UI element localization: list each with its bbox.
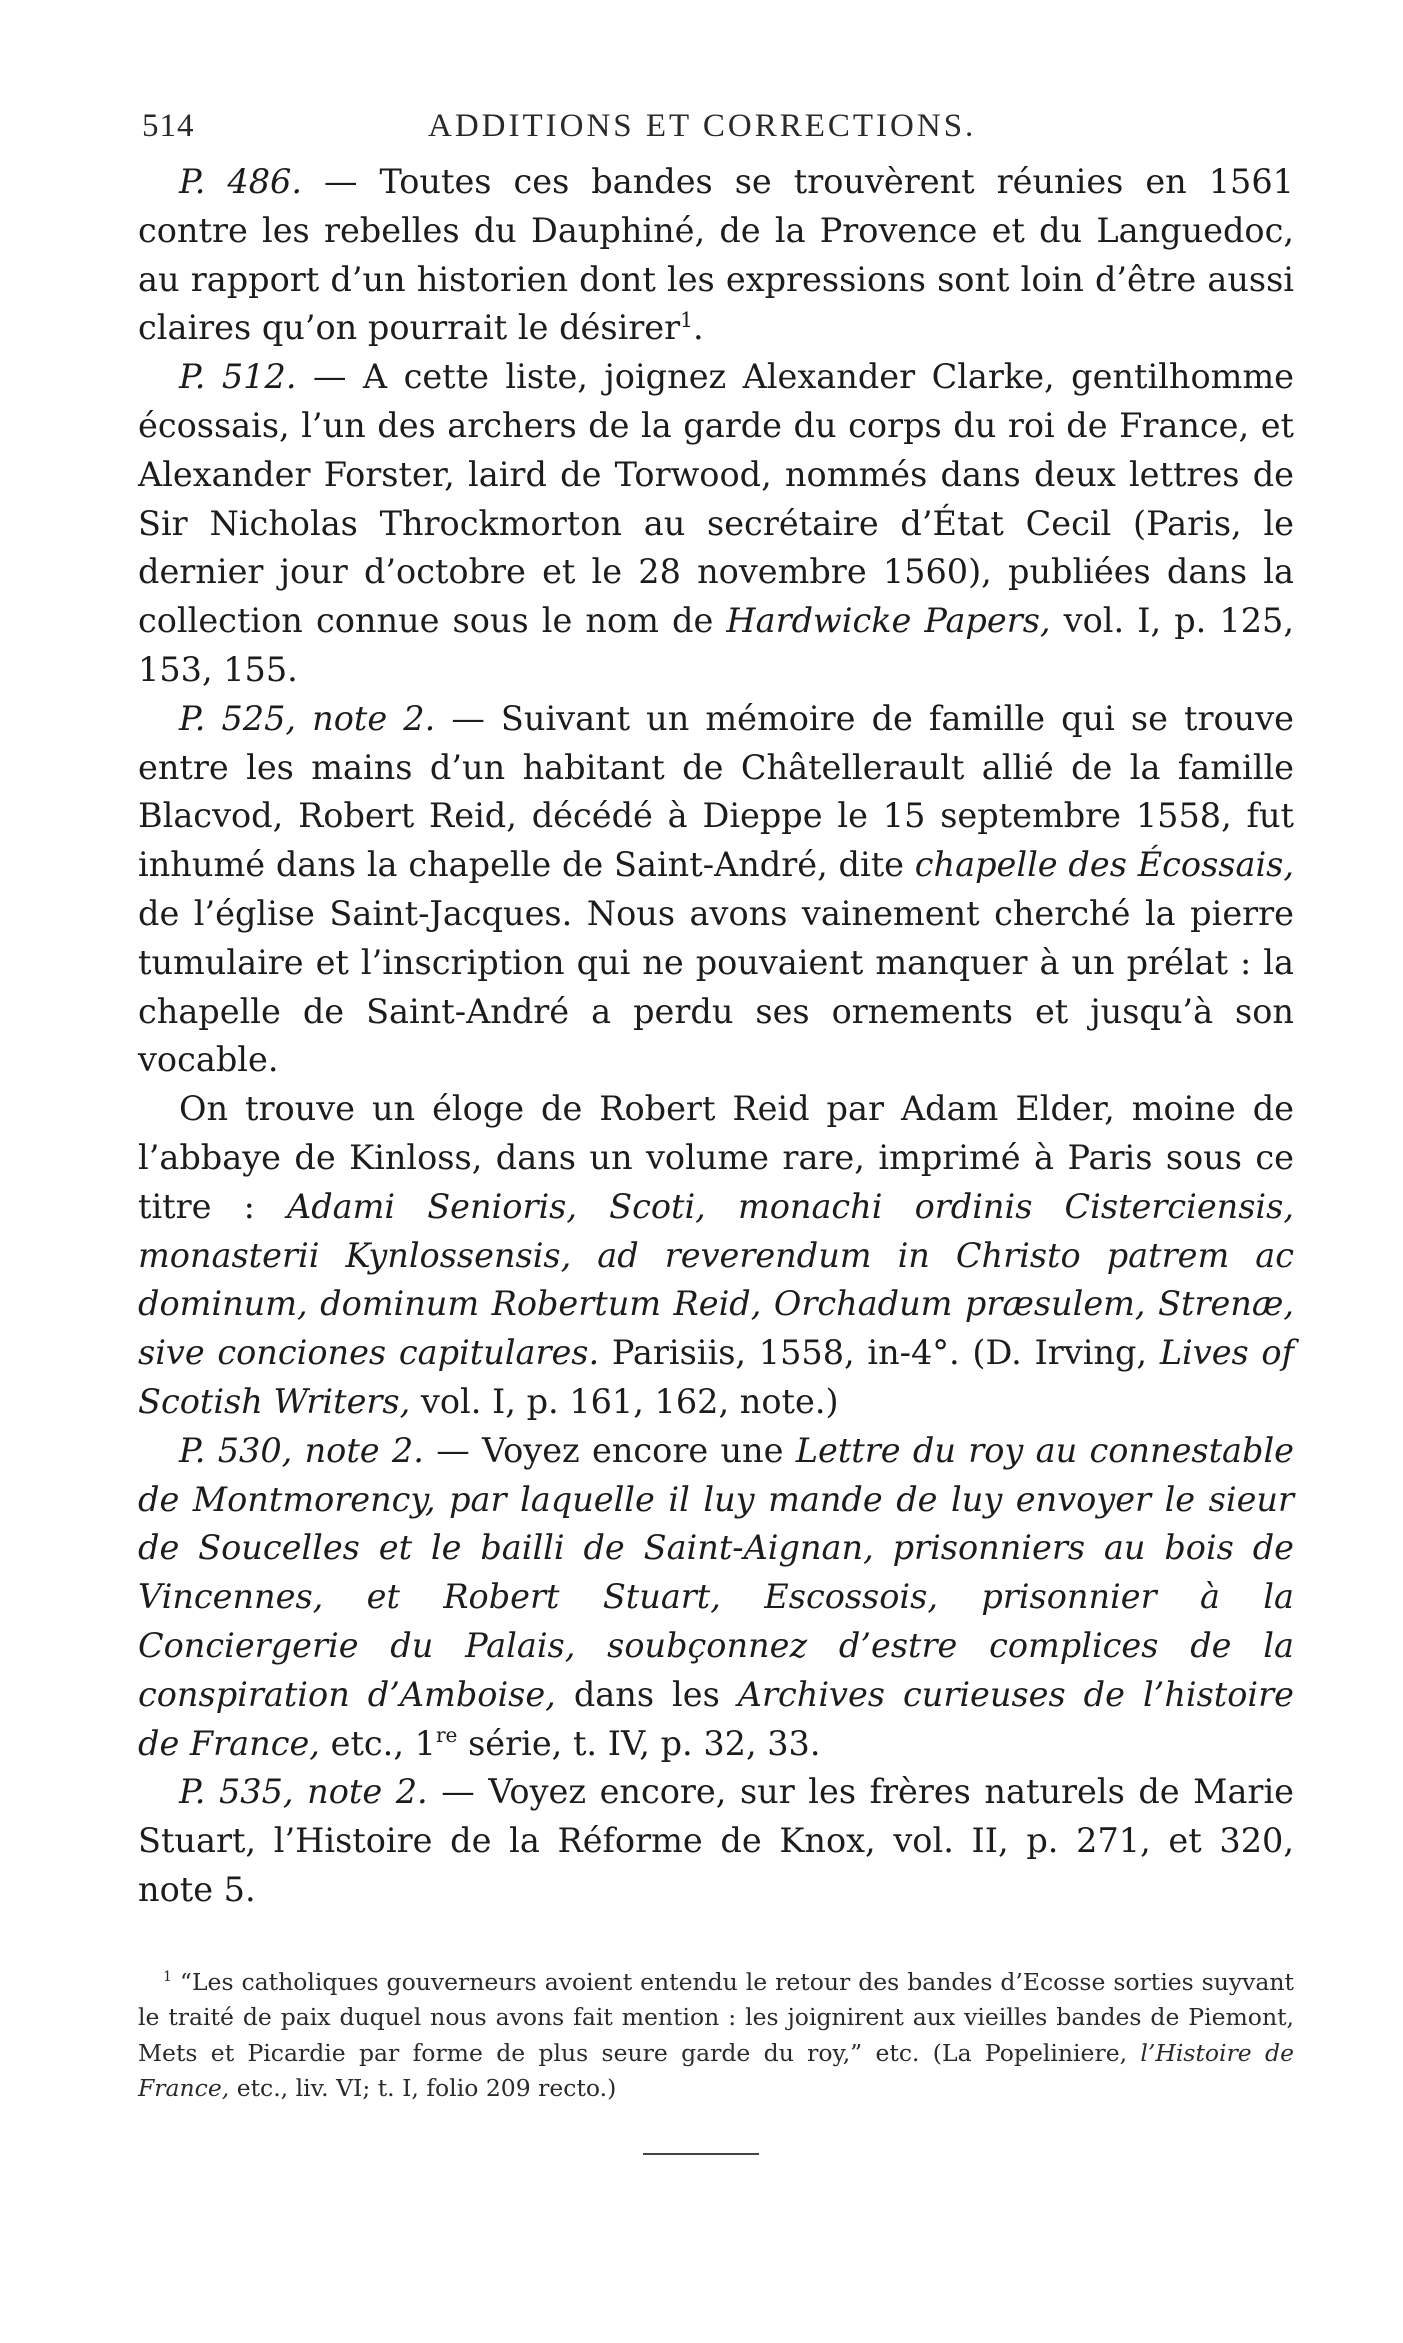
entry-text: — Voyez encore, sur les frères naturels de Marie Stuart, l’Histoire de la Réforme de Knox, vol. II, p. 271, et 320, note 5. [138, 1772, 1294, 1909]
footnotes [138, 1965, 1294, 2107]
cited-title: Lives of Scotish Writers, [138, 1333, 1294, 1421]
entry-text: Parisiis, 1558, in-4°. (D. Irving, [599, 1333, 1160, 1373]
cited-title: Adami Senioris, Scoti, monachi ordinis Cisterciensis, monasterii Kynlossensis, ad reverendum in Christo patrem ac dominum, dominum Robertum Reid, Orchadum præsulem, Strenæ, sive conciones capitulares. [138, 1186, 1294, 1373]
footnote-1 [138, 1965, 1294, 2107]
cited-title: l’Histoire de France, [138, 2038, 1294, 2103]
entry-text: — Toutes ces bandes se trouvèrent réunies en 1561 contre les rebelles du Dauphiné, de la Provence et du Languedoc, au rapport d’un historien dont les expressions sont loin d’être aussi claires qu’on pourrait le désirer [138, 162, 1294, 348]
footnote-mark: 1 [680, 308, 693, 333]
entry-reference: P. 525, note 2. [179, 698, 436, 738]
footnote-number: 1 [163, 1969, 172, 1986]
main-text [138, 158, 1294, 1915]
cited-title: Lettre du roy au connestable de Montmorency, par laquelle il luy mande de luy envoyer le sieur de Soucelles et le bailli de Saint-Aignan, prisonniers au bois de Vincennes, et Robert Stuart, Escossois, prisonnier à la Conciergerie du Palais, soubçonnez d’estre complices de la conspiration d’Amboise, [138, 1430, 1295, 1714]
entry-p486 [138, 158, 1294, 353]
entry-reference: P. 512. [179, 357, 297, 397]
entry-text: vol. I, p. 161, 162, note.) [410, 1381, 839, 1421]
entry-p535 [138, 1768, 1294, 1914]
entry-text: — A cette liste, joignez Alexander Clarke, gentilhomme écossais, l’un des archers de la garde du corps du roi de France, et Alexander Forster, laird de Torwood, nommés dans deux lettres de Sir Nicholas Throckmorton au secrétaire d’État Cecil (Paris, le dernier jour d’octobre et le 28 novembre 1560), publiées dans la collection connue sous le nom de [138, 357, 1294, 641]
ordinal-suffix: re [435, 1723, 458, 1748]
entry-text: dans les [555, 1674, 738, 1714]
entry-p512 [138, 353, 1294, 695]
footnote-text: etc., liv. VI; t. I, folio 209 recto.) [229, 2074, 617, 2103]
page-number: 514 [142, 108, 195, 144]
entry-p525-continued [138, 1085, 1294, 1427]
closing-rule [643, 2153, 759, 2155]
entry-text: de l’église Saint-Jacques. Nous avons vainement cherché la pierre tumulaire et l’inscription qui ne pouvaient manquer à un prélat : la chapelle de Saint-André a perdu ses ornements et jusqu’à son vocable. [138, 893, 1294, 1080]
entry-text: — Suivant un mémoire de famille qui se trouve entre les mains d’un habitant de Châtellerault allié de la famille Blacvod, Robert Reid, décédé à Dieppe le 15 septembre 1558, fut inhumé dans la chapelle de Saint-André, dite [138, 698, 1295, 885]
entry-text: . [692, 308, 704, 348]
entry-reference: P. 530, note 2. [179, 1430, 424, 1470]
entry-reference: P. 535, note 2. [179, 1772, 428, 1812]
entry-text: etc., 1 [319, 1723, 436, 1763]
cited-title: Hardwicke Papers, [726, 601, 1051, 641]
cited-title: Archives curieuses de l’histoire de France, [138, 1674, 1294, 1763]
entry-reference: P. 486. [179, 162, 302, 201]
running-head: ADDITIONS ET CORRECTIONS. [428, 108, 977, 144]
entry-text: série, t. IV, p. 32, 33. [457, 1723, 821, 1763]
entry-text: vol. I, p. 125, 153, 155. [138, 601, 1294, 689]
page-header [138, 96, 1294, 156]
book-page [138, 96, 1294, 2107]
entry-text: On trouve un éloge de Robert Reid par Adam Elder, moine de l’abbaye de Kinloss, dans un volume rare, imprimé à Paris sous ce titre : [138, 1089, 1294, 1226]
entry-p525 [138, 695, 1294, 1085]
cited-title: chapelle des Écossais, [914, 845, 1294, 885]
entry-text: — Voyez encore une [423, 1430, 796, 1470]
footnote-text: “Les catholiques gouverneurs avoient entendu le retour des bandes d’Ecosse sorties suyvant le traité de paix duquel nous avons fait mention : les joignirent aux vieilles bandes de Piemont, Mets et Picardie par forme de plus seure garde du roy,” etc. (La Popeliniere, [138, 1967, 1294, 2067]
entry-p530 [138, 1427, 1294, 1769]
